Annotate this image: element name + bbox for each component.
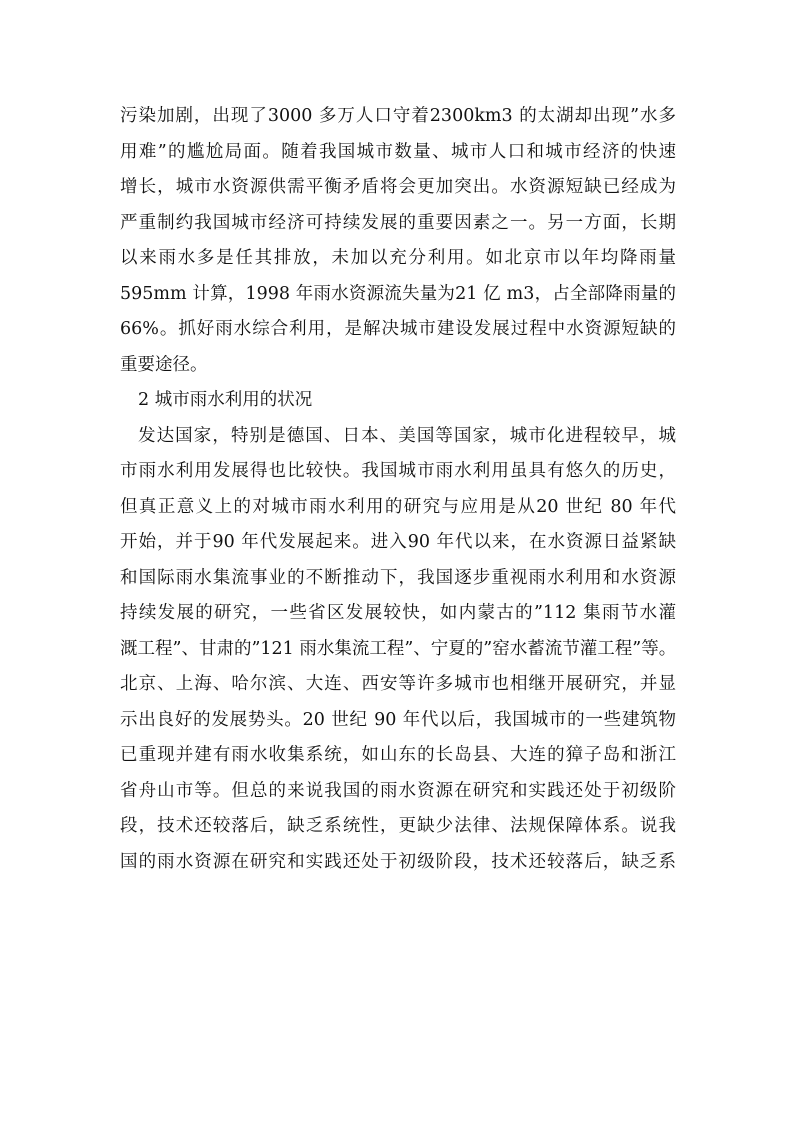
text-line: 省舟山市等。但总的来说我国的雨水资源在研究和实践还处于初级阶	[120, 780, 676, 801]
text-line: 595mm 计算，1998 年雨水资源流失量为21 亿 m3，占全部降雨量的	[120, 283, 676, 304]
text-line: 重要途径。	[120, 354, 208, 375]
text-line: 污染加剧，出现了3000 多万人口守着2300km3 的太湖却出现”水多	[120, 106, 676, 126]
text-line: 北京、上海、哈尔滨、大连、西安等许多城市也相继开展研究，并显	[120, 674, 676, 694]
text-line: 市雨水利用发展得也比较快。我国城市雨水利用虽具有悠久的历史，	[120, 461, 676, 481]
text-line: 增长，城市水资源供需平衡矛盾将会更加突出。水资源短缺已经成为	[120, 177, 676, 197]
text-line: 以来雨水多是任其排放，未加以充分利用。如北京市以年均降雨量	[120, 248, 676, 268]
text-line: 持续发展的研究，一些省区发展较快，如内蒙古的”112 集雨节水灌	[120, 603, 676, 623]
text-line: 和国际雨水集流事业的不断推动下，我国逐步重视雨水利用和水资源	[120, 567, 676, 588]
paragraph-water-shortage	[120, 99, 676, 383]
text-line: 已重现并建有雨水收集系统，如山东的长岛县、大连的獐子岛和浙江	[120, 745, 676, 765]
text-line: 溉工程”、甘肃的”121 雨水集流工程”、宁夏的”窑水蓄流节灌工程”等。	[120, 638, 676, 659]
text-line: 开始，并于90 年代发展起来。进入90 年代以来，在水资源日益紧缺	[120, 532, 676, 552]
document-body	[120, 99, 676, 880]
text-line: 但真正意义上的对城市雨水利用的研究与应用是从20 世纪 80 年代	[120, 496, 676, 517]
text-line: 国的雨水资源在研究和实践还处于初级阶段，技术还较落后，缺乏系	[120, 851, 676, 872]
text-line: 发达国家，特别是德国、日本、美国等国家，城市化进程较早，城	[138, 425, 676, 446]
text-line: 示出良好的发展势头。20 世纪 90 年代以后，我国城市的一些建筑物	[120, 709, 676, 730]
text-line: 66%。抓好雨水综合利用，是解决城市建设发展过程中水资源短缺的	[120, 319, 676, 339]
section-heading: 2 城市雨水利用的状况	[138, 390, 313, 410]
text-line: 段，技术还较落后，缺乏系统性，更缺少法律、法规保障体系。说我	[120, 816, 676, 836]
text-line: 严重制约我国城市经济可持续发展的重要因素之一。另一方面，长期	[120, 212, 676, 233]
paragraph-rainwater-status	[120, 419, 676, 881]
text-line: 用难”的尴尬局面。随着我国城市数量、城市人口和城市经济的快速	[120, 141, 676, 162]
